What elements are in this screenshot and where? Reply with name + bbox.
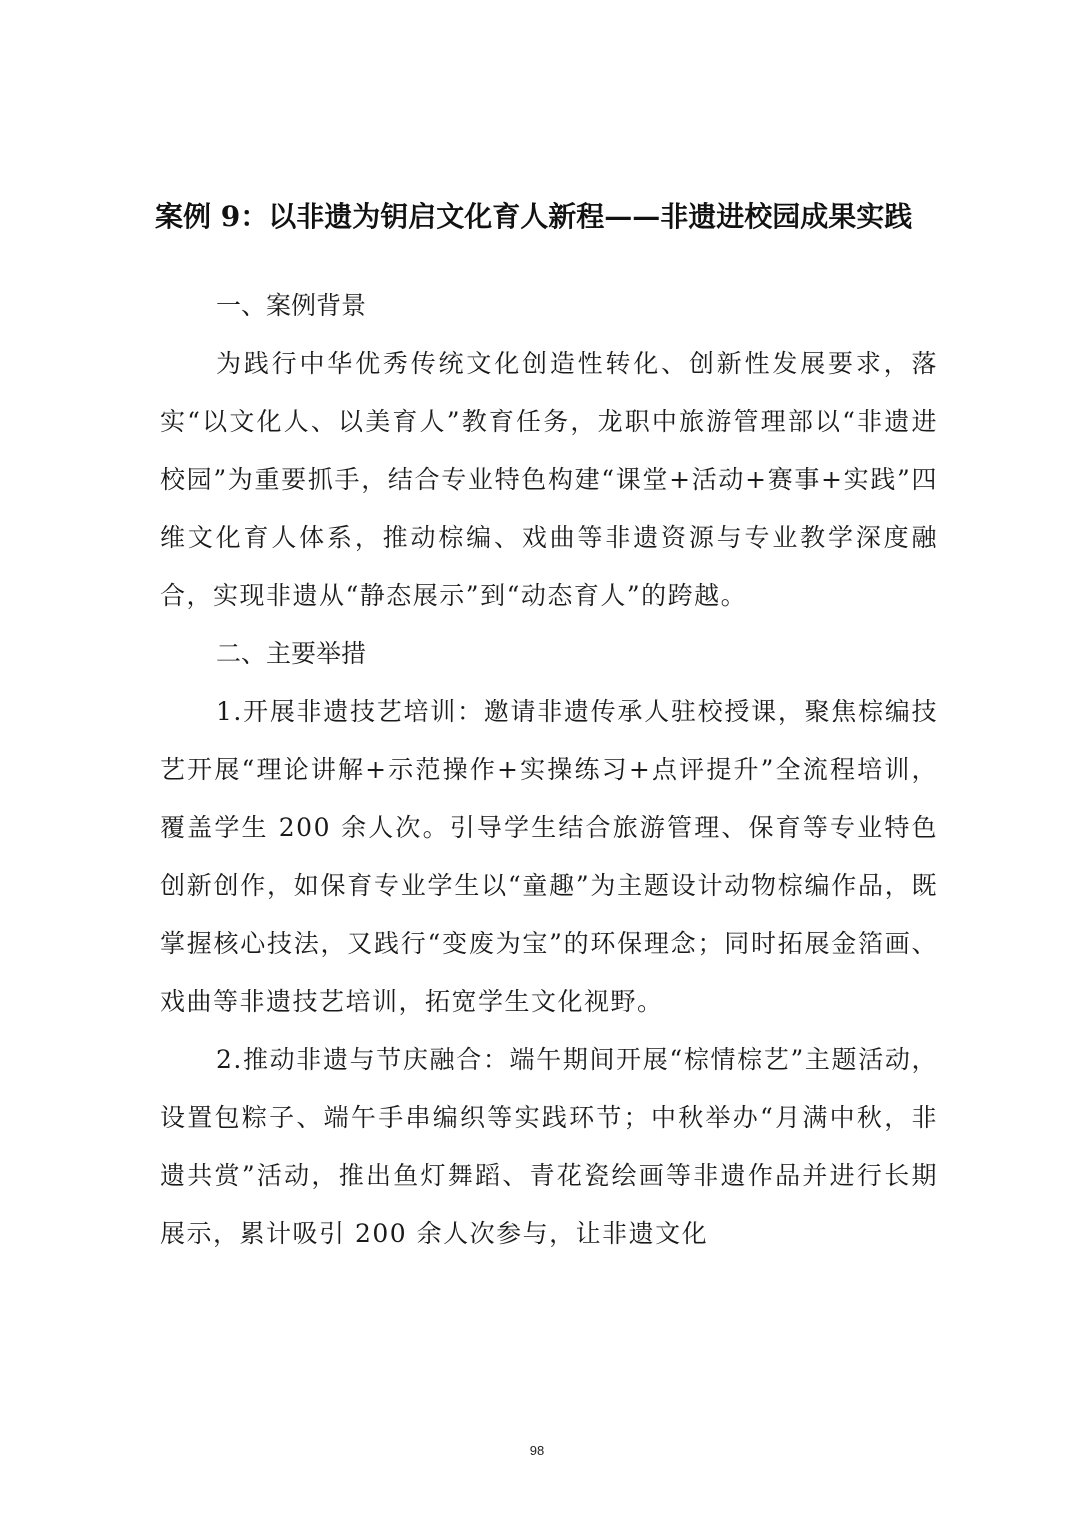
background-paragraph: 为践行中华优秀传统文化创造性转化、创新性发展要求，落实“以文化人、以美育人”教育任务，龙职中旅游管理部以“非遗进校园”为重要抓手，结合专业特色构建“课堂+活动+赛事+实践”四维文化育人体系，推动棕编、戏曲等非遗资源与专业教学深度融合，实现非遗从“静态展示”到“动态育人”的跨越。 <box>160 349 938 610</box>
section-heading-measures: 二、主要举措 <box>216 639 367 668</box>
measure-paragraph-festival: 2.推动非遗与节庆融合：端午期间开展“棕情棕艺”主题活动，设置包粽子、端午手串编织等实践环节；中秋举办“月满中秋，非遗共赏”活动，推出鱼灯舞蹈、青花瓷绘画等非遗作品并进行长期展示，累计吸引 200 余人次参与，让非遗文化 <box>160 1045 938 1248</box>
case-title: 案例 9：以非遗为钥启文化育人新程——非遗进校园成果实践 <box>155 200 913 233</box>
section-heading-background: 一、案例背景 <box>216 291 367 320</box>
document-body <box>160 277 938 1263</box>
page-number: 98 <box>529 1443 545 1458</box>
measure-paragraph-training: 1.开展非遗技艺培训：邀请非遗传承人驻校授课，聚焦棕编技艺开展“理论讲解+示范操作+实操练习+点评提升”全流程培训，覆盖学生 200 余人次。引导学生结合旅游管理、保育等专业特色创新创作，如保育专业学生以“童趣”为主题设计动物棕编作品，既掌握核心技法，又践行“变废为宝”的环保理念；同时拓展金箔画、戏曲等非遗技艺培训，拓宽学生文化视野。 <box>160 697 938 1016</box>
